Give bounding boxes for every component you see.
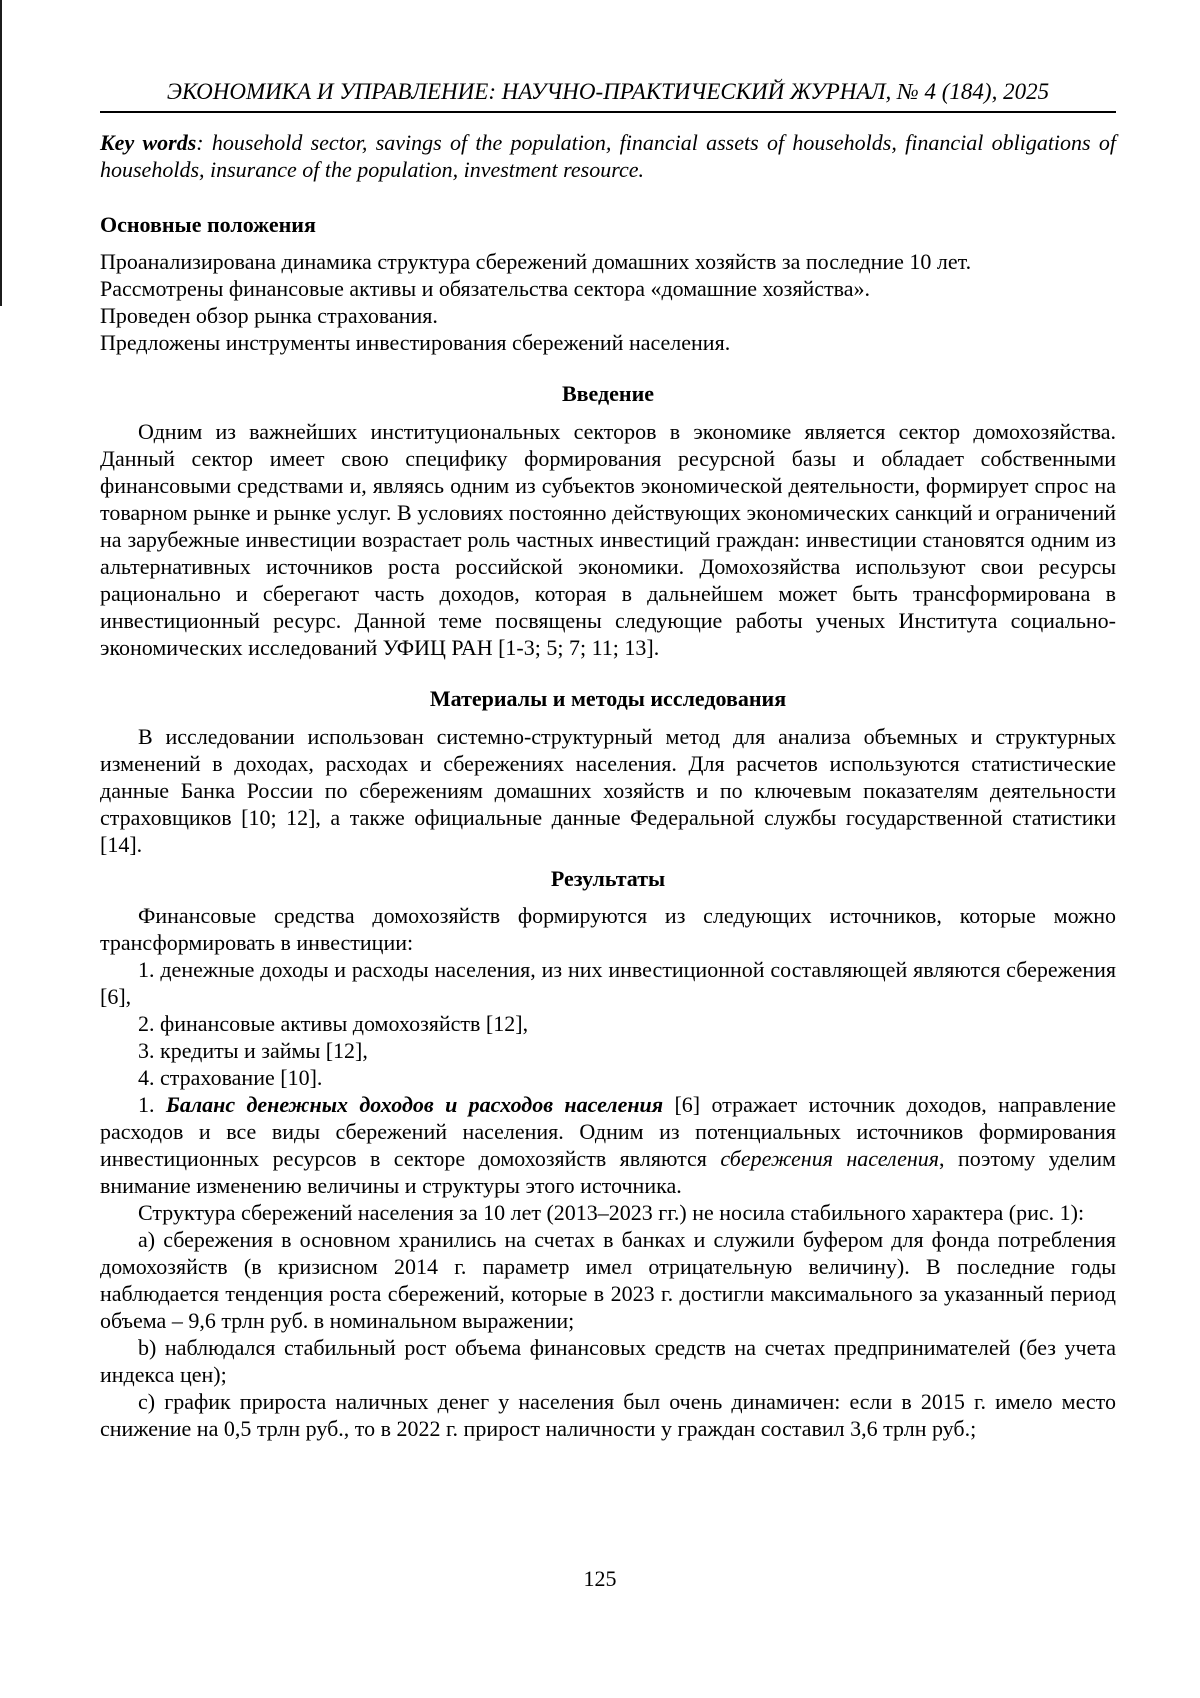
source-list-item: 3. кредиты и займы [12], [138,1038,368,1063]
balance-italic-term: сбережения населения [720,1146,940,1171]
point-c-paragraph: c) график прироста наличных денег у населения был очень динамичен: если в 2015 г. имело место снижение на 0,5 трлн руб., то в 2022 г. прирост наличности у граждан составил 3,6 трлн руб.; [100,1389,1116,1441]
introduction-heading: Введение [561,381,655,406]
methods-heading: Материалы и методы исследования [429,686,787,711]
point-a-paragraph: a) сбережения в основном хранились на счетах в банках и служили буфером для фонда потребления домохозяйств (в кризисном 2014 г. параметр имел отрицательную величину). В последние годы наблюдается тенденция роста сбережений, которые в 2023 г. достигли максимального за указанный период объема – 9,6 трлн руб. в номинальном выражении; [100,1227,1116,1333]
introduction-paragraph: Одним из важнейших институциональных секторов в экономике является сектор домохозяйства. Данный сектор имеет свою специфику формирования ресурсной базы и обладает собственными финансовыми средствами и, являясь одним из субъектов экономической деятельности, формирует спрос на товарном рынке и рынке услуг. В условиях постоянно действующих экономических санкций и ограничений на зарубежные инвестиции возрастает роль частных инвестиций граждан: инвестиции становятся одним из альтернативных источников роста российской экономики. Домохозяйства используют свои ресурсы рационально и сберегают часть доходов, которая в дальнейшем может быть трансформирована в инвестиционный ресурс. Данной теме посвящены следующие работы ученых Института социально-экономических исследований УФИЦ РАН [1-3; 5; 7; 11; 13]. [100,419,1116,660]
balance-tail: , поэтому уделим внимание изменению величины и структуры этого источника. [100,1146,1116,1198]
results-heading: Результаты [550,866,666,891]
main-point-item: Рассмотрены финансовые активы и обязательства сектора «домашние хозяйства». [100,276,871,301]
results-intro-paragraph: Финансовые средства домохозяйств формируются из следующих источников, которые можно трансформировать в инвестиции: [100,903,1116,955]
balance-middle: [6] отражает источник доходов, направление расходов и все виды сбережений населения. Одним из потенциальных источников формирования инвестиционных ресурсов в секторе домохозяйств являются [100,1092,1117,1171]
structure-paragraph: Структура сбережений населения за 10 лет (2013–2023 гг.) не носила стабильного характера (рис. 1): [138,1200,1085,1225]
main-points-heading: Основные положения [100,212,316,237]
balance-number: 1. [138,1092,166,1117]
scan-edge-artifact [0,0,2,306]
header-divider [100,111,1116,113]
point-b-paragraph: b) наблюдался стабильный рост объема финансовых средств на счетах предпринимателей (без учета индекса цен); [100,1335,1116,1387]
main-point-item: Проанализирована динамика структура сбережений домашних хозяйств за последние 10 лет. [100,249,972,274]
journal-header: ЭКОНОМИКА И УПРАВЛЕНИЕ: НАУЧНО-ПРАКТИЧЕСКИЙ ЖУРНАЛ, № 4 (184), 2025 [166,79,1050,104]
keywords-label: Key words [100,130,197,155]
balance-paragraph [100,1091,1116,1199]
source-list-item: 1. денежные доходы и расходы населения, из них инвестиционной составляющей являются сбережения [6], [100,957,1116,1009]
main-point-item: Предложены инструменты инвестирования сбережений населения. [100,330,731,355]
keywords-text: : household sector, savings of the population, financial assets of households, financial obligations of households, insurance of the population, investment resource. [100,130,1116,182]
page-number: 125 [583,1566,617,1591]
source-list-item: 4. страхование [10]. [138,1065,323,1090]
methods-paragraph: В исследовании использован системно-структурный метод для анализа объемных и структурных изменений в доходах, расходах и сбережениях населения. Для расчетов используются статистические данные Банка России по сбережениям домашних хозяйств и по ключевым показателям деятельности страховщиков [10; 12], а также официальные данные Федеральной службы государственной статистики [14]. [100,724,1116,857]
balance-term: Баланс денежных доходов и расходов населения [165,1092,664,1117]
main-point-item: Проведен обзор рынка страхования. [100,303,438,328]
keywords-paragraph [100,129,1116,183]
source-list-item: 2. финансовые активы домохозяйств [12], [138,1011,529,1036]
